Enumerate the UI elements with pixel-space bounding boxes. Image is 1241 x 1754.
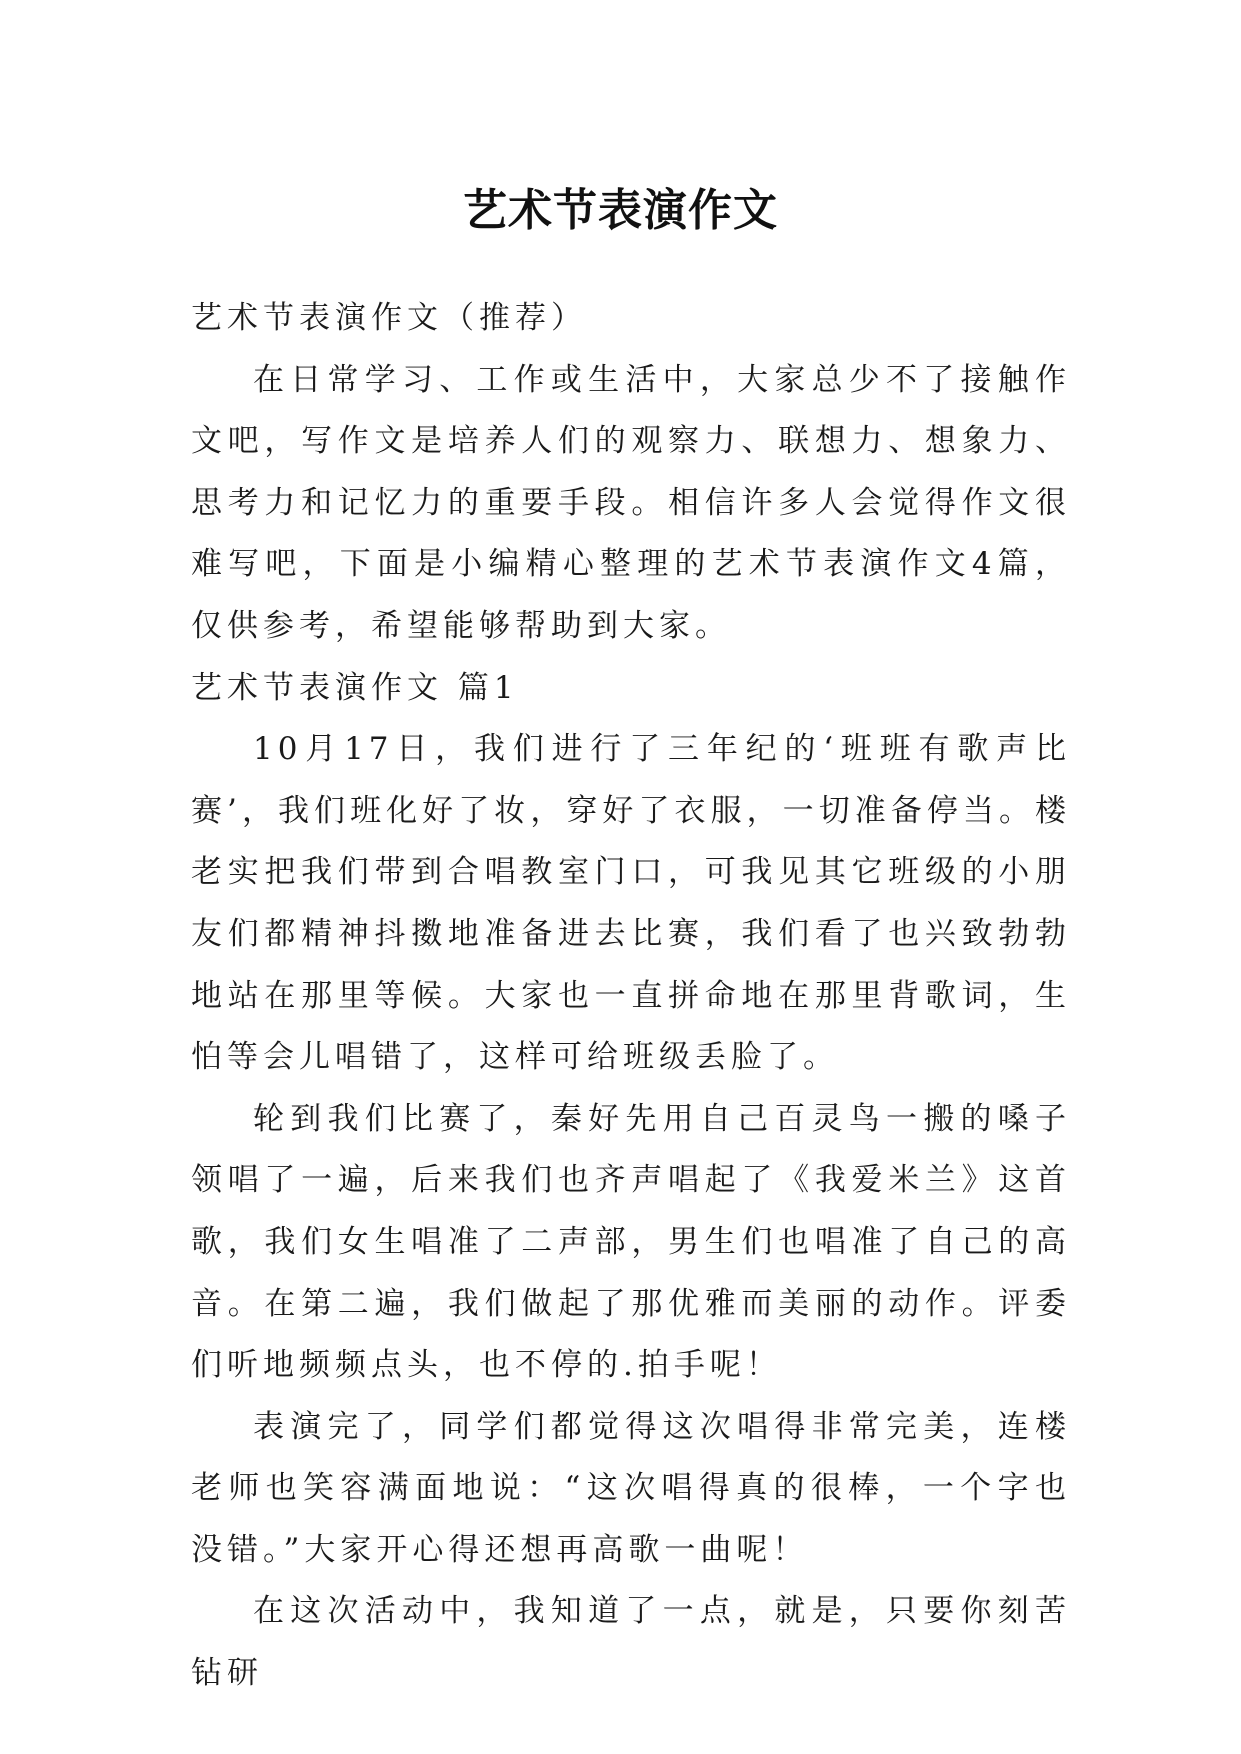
page-title: 艺术节表演作文 <box>463 185 778 237</box>
paragraph: 轮到我们比赛了，秦好先用自己百灵鸟一搬的嗓子领唱了一遍，后来我们也齐声唱起了《我爱米兰》这首歌，我们女生唱准了二声部，男生们也唱准了自己的高音。在第二遍，我们做起了那优雅而美丽的动作。评委们听地频频点头，也不停的.拍手呢！ <box>191 1100 1071 1384</box>
section-heading: 艺术节表演作文（推荐） <box>191 300 587 336</box>
document-body <box>191 288 1071 1705</box>
paragraph: 10月17日，我们进行了三年纪的‘班班有歌声比赛’，我们班化好了妆，穿好了衣服，一切准备停当。楼老实把我们带到合唱教室门口，可我见其它班级的小朋友们都精神抖擞地准备进去比赛，我们看了也兴致勃勃地站在那里等候。大家也一直拼命地在那里背歌词，生怕等会儿唱错了，这样可给班级丢脸了。 <box>191 731 1071 1076</box>
section-heading: 艺术节表演作文 篇1 <box>191 669 519 706</box>
paragraph: 表演完了，同学们都觉得这次唱得非常完美，连楼老师也笑容满面地说：“这次唱得真的很棒，一个字也没错。”大家开心得还想再高歌一曲呢！ <box>191 1408 1071 1568</box>
paragraph: 在日常学习、工作或生活中，大家总少不了接触作文吧，写作文是培养人们的观察力、联想力、想象力、思考力和记忆力的重要手段。相信许多人会觉得作文很难写吧，下面是小编精心整理的艺术节表演作文4篇，仅供参考，希望能够帮助到大家。 <box>191 361 1071 644</box>
paragraph: 在这次活动中，我知道了一点，就是，只要你刻苦钻研 <box>191 1593 1071 1692</box>
